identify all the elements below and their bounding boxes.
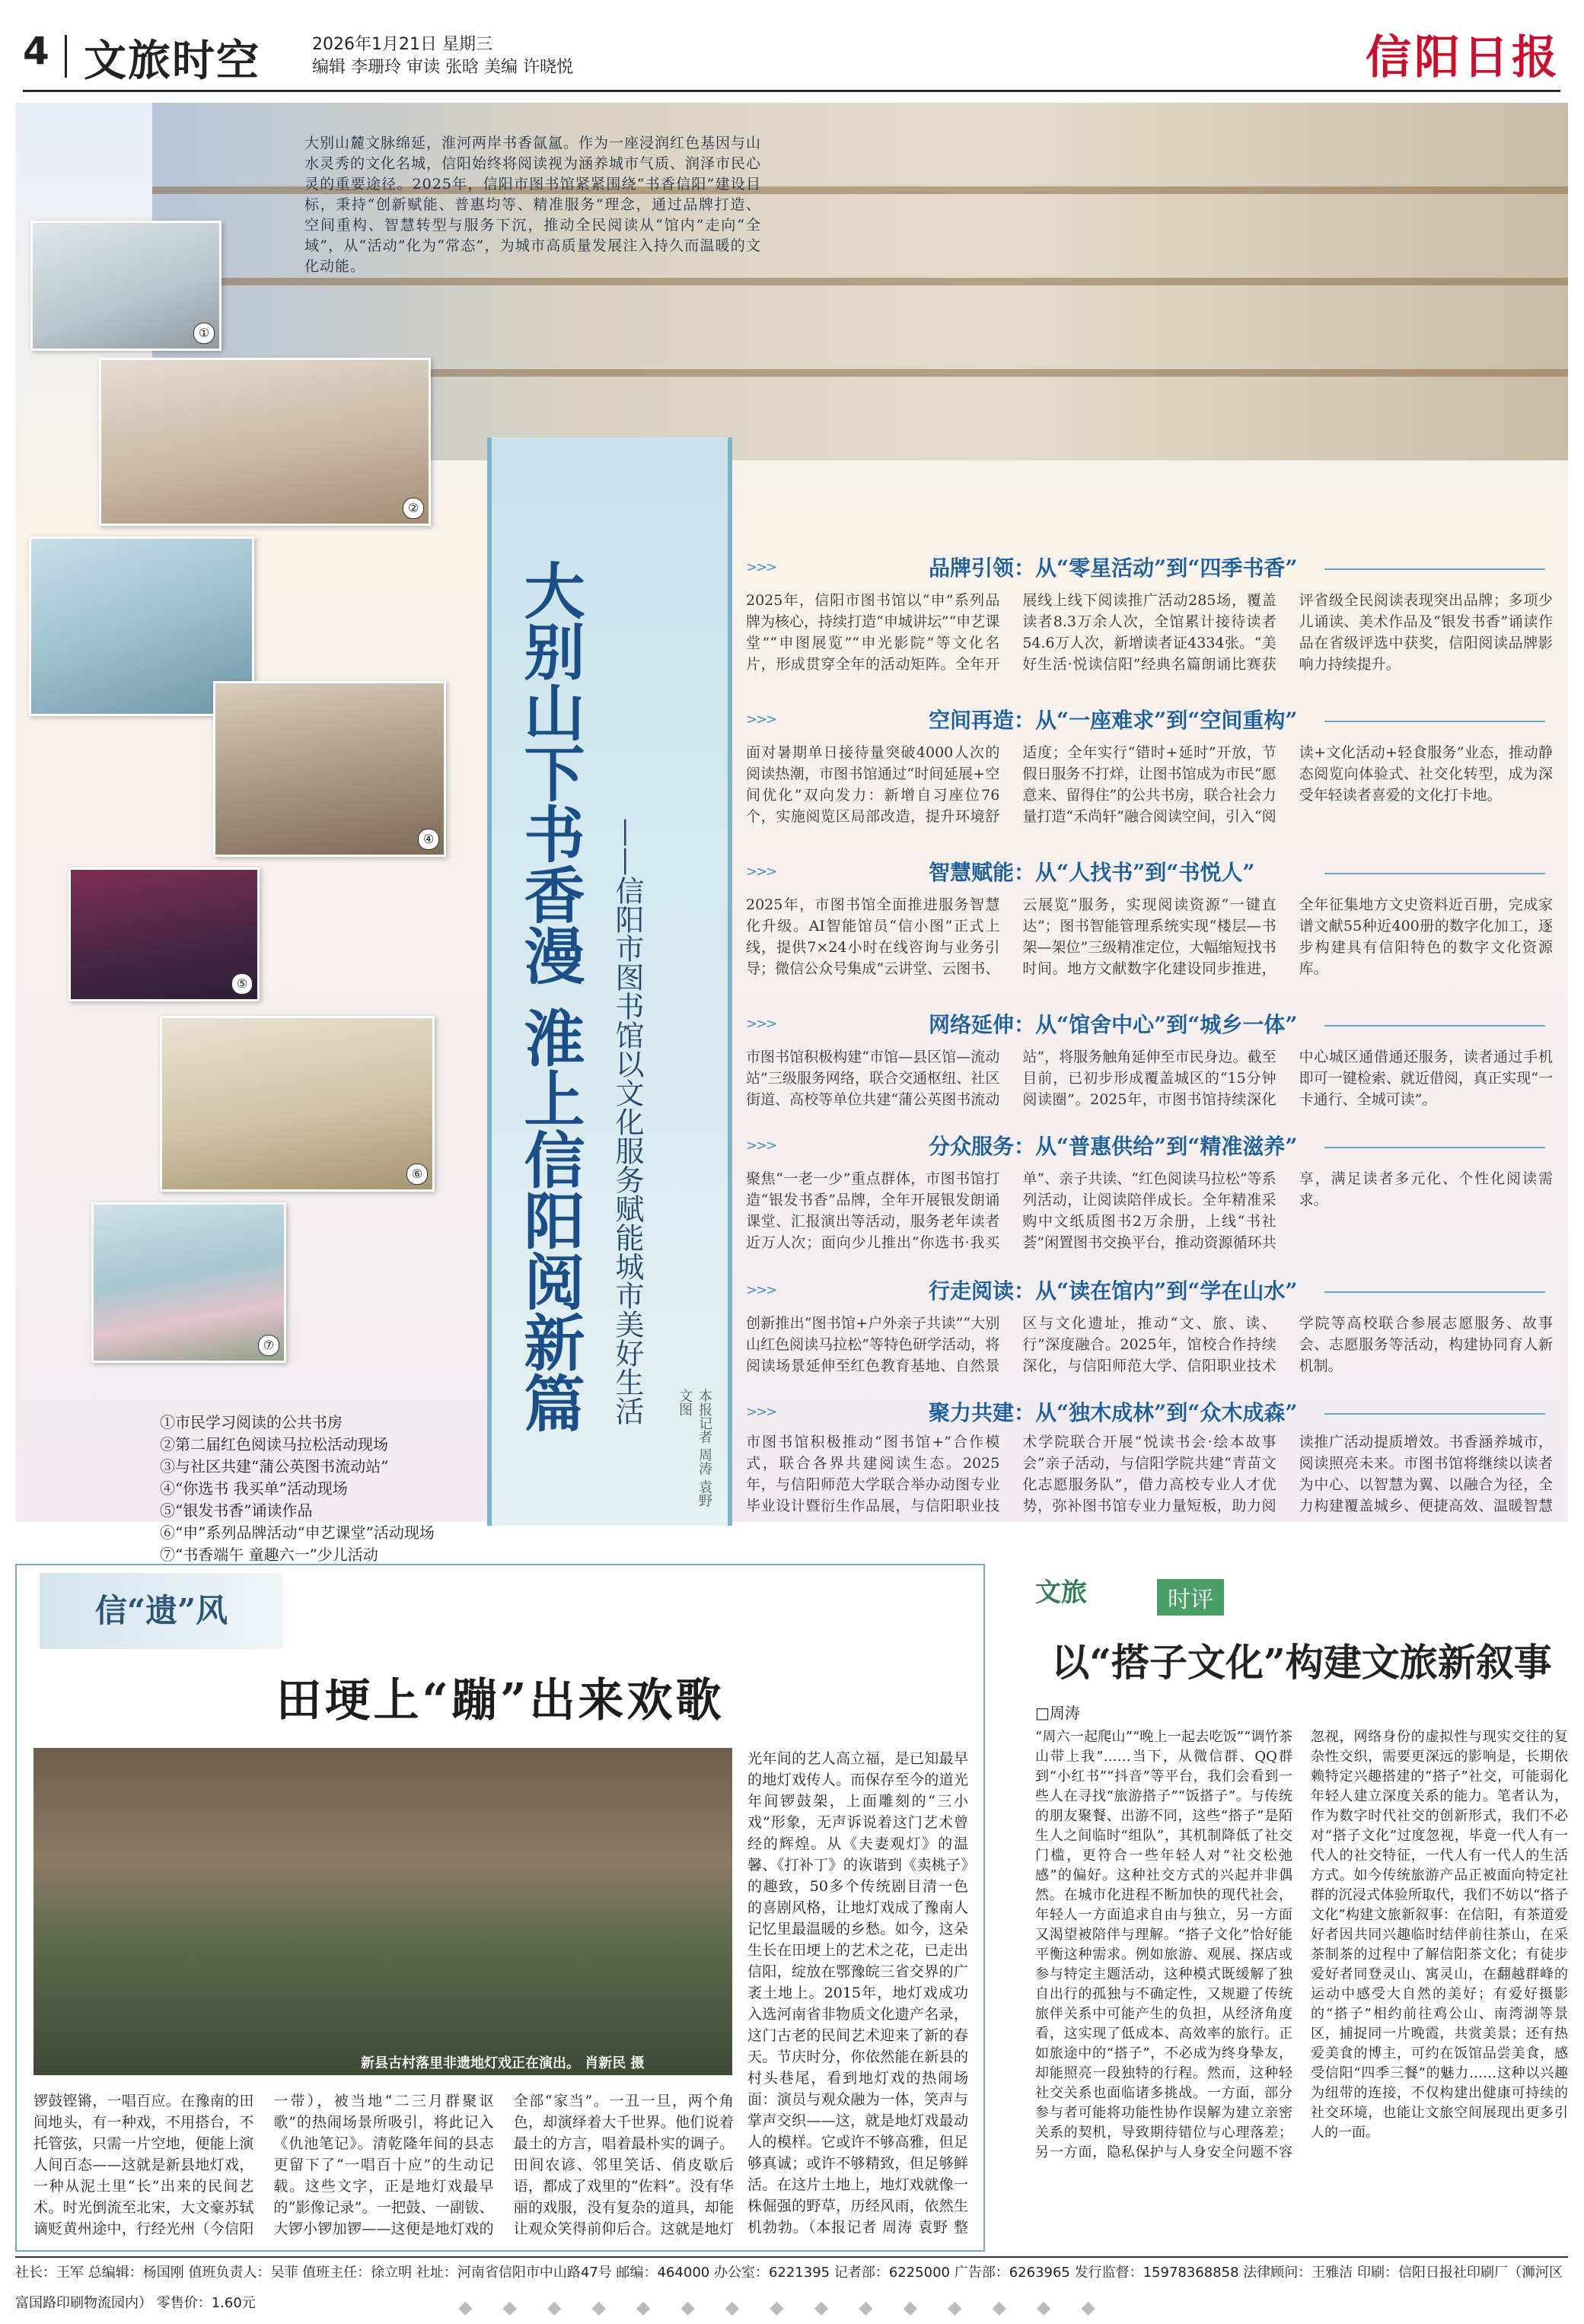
story-right-column: 光年间的艺人高立福，是已知最早的地灯戏传人。而保存至今的道光年间锣鼓架，上面雕刻的“三小戏”形象，无声诉说着这门艺术曾经的辉煌。从《夫妻观灯》的温馨、《打补丁》的诙谐到《卖桃子》的趣致，50多个传统剧目清一色的喜剧风格，让地灯戏成了豫南人记忆里最温暖的乡愁。如今，这朵生长在田埂上的艺术之花，已走出信阳，绽放在鄂豫皖三省交界的广袤土地上。2015年，地灯戏成功入选河南省非物质文化遗产名录，这门古老的民间艺术迎来了新的春天。节庆时分，你依然能在新县的村头巷尾，看到地灯戏的热闹场面：演员与观众融为一体，笑声与掌声交织——这，就是地灯戏最动人的模样。它或许不够高雅，但足够真诚；或许不够精致，但足够鲜活。在这片土地上，地灯戏就像一株倔强的野草，历经风雨，依然生机勃勃。（本报记者 周涛 袁野 整 <box>747 1750 968 2235</box>
feature-subheadline: ——信阳市图书馆以文化服务赋能城市美好生活 <box>610 818 644 1425</box>
section-body: 2025年，信阳市图书馆以“申”系列品牌为核心，持续打造“申城讲坛”“申艺课堂”“申图展览”“申光影院”等文化名片，形成贯穿全年的活动矩阵。全年开展线上线下阅读推广活动285场，覆盖读者8.3万余人次，全馆累计接待读者54.6万人次，新增读者证4334张。“美好生活·悦读信阳”经典名篇朗诵比赛获评省级全民阅读表现突出品牌；多项少儿诵读、美术作品及“银发书香”诵读作品在省级评选中获奖，信阳阅读品牌影响力持续提升。 <box>746 592 1553 673</box>
column-tag: 信“遗”风 <box>40 1573 283 1649</box>
arrow-icon: >>> <box>746 559 776 575</box>
commentary-author: □周涛 <box>1035 1704 1080 1722</box>
section-heading: >>> 网络延伸：从“馆舍中心”到“城乡一体” <box>746 1008 1553 1040</box>
feature-sections <box>746 438 1553 1518</box>
story-body: 锣鼓铿锵，一唱百应。在豫南的田间地头，有一种戏，不用搭台，不托管弦，只需一片空地，便能上演人间百态——这就是新县地灯戏，一种从泥土里“长”出来的民间艺术。时光倒流至北宋，大文豪苏轼谪贬黄州途中，行经光州（今信阳一带），被当地“二三月群聚讴歌”的热闹场景所吸引，将此记入《仇池笔记》。清乾隆年间的县志更留下了“一唱百十应”的生动记载。这些文字，正是地灯戏最早的“影像记录”。一把鼓、一副钹、大锣小锣加锣——这便是地灯戏的全部“家当”。一丑一旦，两个角色，却演绎着大千世界。他们说着最土的方言，唱着最朴实的调子。田间农谚、邻里笑话、俏皮歇后语，都成了戏里的“佐料”。没有华丽的戏服，没有复杂的道具，却能让观众笑得前仰后合。这就是地灯 <box>33 2093 734 2237</box>
story-photo-folk-opera <box>33 1748 732 2075</box>
commentary-tag-label: 时评 <box>1157 1579 1224 1616</box>
photo-caption: ⑥“申”系列品牌活动“申艺课堂”活动现场 <box>160 1523 435 1542</box>
section-body: 市图书馆积极推动“图书馆+”合作模式，联合各界共建阅读生态。2025年，与信阳师范大学联合举办动图专业毕业设计暨衍生作品展，与信阳职业技术学院联合开展“悦读书会·绘本故事会”亲子活动，与信阳学院共建“青苗文化志愿服务队”，借力高校专业人才优势，弥补图书馆专业力量短板，助力阅读推广活动提质增效。书香涵养城市，阅读照亮未来。市图书馆将继续以读者为中心、以智慧为翼、以融合为径，全力构建覆盖城乡、便捷高效、温暖智慧 <box>746 1434 1553 1514</box>
photo-caption: ⑤“银发书香”诵读作品 <box>160 1501 313 1520</box>
issue-date: 2026年1月21日 星期三 <box>312 35 492 54</box>
section-heading: >>> 行走阅读：从“读在馆内”到“学在山水” <box>746 1275 1553 1307</box>
feature-article <box>15 103 1568 1564</box>
arrow-icon: >>> <box>746 1404 776 1420</box>
section-heading: >>> 品牌引领：从“零星活动”到“四季书香” <box>746 552 1553 584</box>
intro-paragraph: 大别山麓文脉绵延，淮河两岸书香氤氲。作为一座浸润红色基因与山水灵秀的文化名城，信阳始终将阅读视为涵养城市气质、润泽市民心灵的重要途径。2025年，信阳市图书馆紧紧围绕“书香信阳”建设目标，秉持“创新赋能、普惠均等、精准服务”理念，通过品牌打造、空间重构、智慧转型与服务下沉，推动全民阅读从“馆内”走向“全域”，从“活动”化为“常态”，为城市高质量发展注入持久而温暖的文化动能。 <box>304 135 762 275</box>
photo-caption: ④“你选书 我买单”活动现场 <box>160 1479 348 1498</box>
arrow-icon: >>> <box>746 864 776 880</box>
section-body: 聚焦“一老一少”重点群体，市图书馆打造“银发书香”品牌，全年开展银发朗诵课堂、汇报演出等活动，服务老年读者近万人次；面向少儿推出“你选书·我买单”、亲子共读、“红色阅读马拉松”等系列活动，让阅读陪伴成长。全年精准采购中文纸质图书2万余册，上线“书社荟”闲置图书交换平台，推动资源循环共享，满足读者多元化、个性化阅读需求。 <box>746 1170 1553 1251</box>
photo-caption: ③与社区共建“蒲公英图书流动站” <box>160 1457 389 1476</box>
photo-caption: ②第二届红色阅读马拉松活动现场 <box>160 1435 388 1453</box>
feature-byline: 本报记者 周涛 袁野 文图 <box>677 1389 712 1507</box>
section-heading: >>> 聚力共建：从“独木成林”到“众木成森” <box>746 1396 1553 1428</box>
photo-book-selection-event: ④ <box>213 681 446 857</box>
newspaper-logo: 信阳日报 <box>1366 31 1560 84</box>
arrow-icon: >>> <box>746 1282 776 1298</box>
page-number: 4 <box>23 29 49 73</box>
section-heading: >>> 空间再造：从“一座难求”到“空间重构” <box>746 704 1553 736</box>
photo-public-study-room: ① <box>30 221 222 351</box>
photo-caption-list <box>160 1412 480 1566</box>
editor-credits: 编辑 李珊玲 审读 张晗 美编 许晓悦 <box>312 58 573 77</box>
photo-caption: ①市民学习阅读的公共书房 <box>160 1413 343 1431</box>
arrow-icon: >>> <box>746 712 776 727</box>
commentary <box>1035 1564 1568 2249</box>
section-body: 创新推出“图书馆+户外亲子共读”“大别山红色阅读马拉松”等特色研学活动，将阅读场景延伸至红色教育基地、自然景区与文化遗址，推动“文、旅、读、行”深度融合。2025年，馆校合作持续深化，与信阳师范大学、信阳职业技术学院等高校联合参展志愿服务、故事会、志愿服务等活动，构建协同育人新机制。 <box>746 1315 1553 1374</box>
photo-art-classroom: ⑥ <box>160 1016 435 1192</box>
section-body: 面对暑期单日接待量突破4000人次的阅读热潮，市图书馆通过“时间延展+空间优化”双向发力：新增自习座位76个，实施阅览区局部改造，提升环境舒适度；全年实行“错时+延时”开放，节假日服务不打烊，让图书馆成为市民“愿意来、留得住”的公共书房，联合社会力量打造“禾尚轩”融合阅读空间，引入“阅读+文化活动+轻食服务”业态，推动静态阅览向体验式、社交化转型，成为深受年轻读者喜爱的文化打卡地。 <box>746 744 1553 825</box>
story-photo-caption: 新县古村落里非遗地灯戏正在演出。 肖新民 摄 <box>361 2055 645 2071</box>
masthead <box>23 21 1560 92</box>
photo-silver-reading: ⑤ <box>69 868 260 1001</box>
section-body: 市图书馆积极构建“市馆—县区馆—流动站”三级服务网络，联合交通枢纽、社区街道、高校等单位共建“蒲公英图书流动站”，将服务触角延伸至市民身边。截至目前，已初步形成覆盖城区的“15分钟阅读圈”。2025年，市图书馆持续深化中心城区通借通还服务，读者通过手机即可一键检索、就近借阅，真正实现“一卡通行、全城可读”。 <box>746 1049 1553 1108</box>
masthead-info <box>312 33 573 79</box>
commentary-body: “周六一起爬山”“晚上一起去吃饭”“调竹茶山带上我”……当下，从微信群、QQ群到“小红书”“抖音”等平台，我们会看到一些人在寻找“旅游搭子”“饭搭子”。与传统的朋友聚餐、出游不同，这些“搭子”是陌生人之间临时“组队”，其机制降低了社交门槛，更符合一些年轻人对“社交松弛感”的偏好。这种社交方式的兴起并非偶然。在城市化进程不断加快的现代社会，年轻人一方面追求自由与独立，另一方面又渴望被陪伴与理解。“搭子文化”恰好能平衡这种需求。例如旅游、观展、探店或参与特定主题活动，这种模式既缓解了独自出行的孤独与不确定性，又规避了传统旅伴关系中可能产生的负担，从经济角度看，这实现了低成本、高效率的旅行。正如旅途中的“搭子”，不必成为终身挚友，却能照亮一段独特的行程。然而，这种轻社交关系也面临诸多挑战。一方面，部分参与者可能将功能性协作误解为建立亲密关系的契机，导致期待错位与心理落差；另一方面，隐私保护与人身安全问题不容忽视，网络身份的虚拟性与现实交往的复杂性交织，需要更深远的影响是，长期依赖特定兴趣搭建的“搭子”社交，可能弱化年轻人建立深度关系的能力。笔者认为，作为数字时代社交的创新形式，我们不必对“搭子文化”过度忽视，毕竟一代人有一代人的社交特征，一代人有一代人的生活方式。如今传统旅游产品正被面向特定社群的沉浸式体验所取代，我们不妨以“搭子文化”构建文旅新叙事：在信阳，有茶道爱好者因共同兴趣临时结伴前往茶山，在采茶制茶的过程中了解信阳茶文化；有徒步爱好者同登灵山、寓灵山，在翻越群峰的运动中感受大自然的美好；有爱好摄影的“搭子”相约前往鸡公山、南湾湖等景区，捕捉同一片晚霞，共赏美景；还有热爱美食的博主，可约在饭馆品尝美食，感受信阳“四季三餐”的魅力……这种以兴趣为纽带的连接，不仅构建出健康可持续的社交环境，也能让文旅空间展现出更多引人的一面。 <box>1035 1729 1568 2160</box>
arrow-icon: >>> <box>746 1016 776 1032</box>
masthead-divider <box>65 35 67 78</box>
section-body: 2025年，市图书馆全面推进服务智慧化升级。AI智能馆员“信小图”正式上线，提供7×24小时在线咨询与业务引导；微信公众号集成“云讲堂、云图书、云展览”服务，实现阅读资源“一键直达”；图书智能管理系统实现“楼层—书架—架位”三级精准定位，大幅缩短找书时间。地方文献数字化建设同步推进，全年征集地方文史资料近百册，完成家谱文献55种近400册的数字化加工，逐步构建具有信阳特色的数字文化资源库。 <box>746 896 1553 977</box>
feature-headline: 大别山下书香漫 淮上信阳阅新篇 <box>514 559 585 1433</box>
photo-childrens-festival: ⑦ <box>91 1202 286 1363</box>
page-corner-marks: ◆◆◆◆◆◆◆◆◆◆◆◆◆◆◆ <box>458 2297 1126 2318</box>
photo-caption: ⑦“书香端午 童趣六一”少儿活动 <box>160 1546 378 1564</box>
imprint-footer: 社长：王军 总编辑：杨国刚 值班负责人：吴菲 值班主任：徐立明 社址：河南省信阳市中山路47号 邮编：464000 办公室：6221395 记者部：6225000 广告部：6263965 发行监督：15978368858 法律顾问：王雅洁 印刷：信阳日报社印刷厂（浉河区富国路印刷物流园内） 零售价：1.60元 <box>15 2256 1568 2288</box>
section-title: 文旅时空 <box>84 37 260 86</box>
heritage-story <box>15 1564 985 2252</box>
section-heading: >>> 智慧赋能：从“人找书”到“书悦人” <box>746 856 1553 888</box>
photo-red-reading-marathon: ② <box>99 358 431 526</box>
commentary-tag: 文旅 <box>1035 1577 1087 1608</box>
commentary-title: 以“搭子文化”构建文旅新叙事 <box>1051 1640 1552 1685</box>
section-heading: >>> 分众服务：从“普惠供给”到“精准滋养” <box>746 1130 1553 1162</box>
arrow-icon: >>> <box>746 1138 776 1154</box>
story-title: 田埂上“蹦”出来欢歌 <box>276 1674 725 1727</box>
